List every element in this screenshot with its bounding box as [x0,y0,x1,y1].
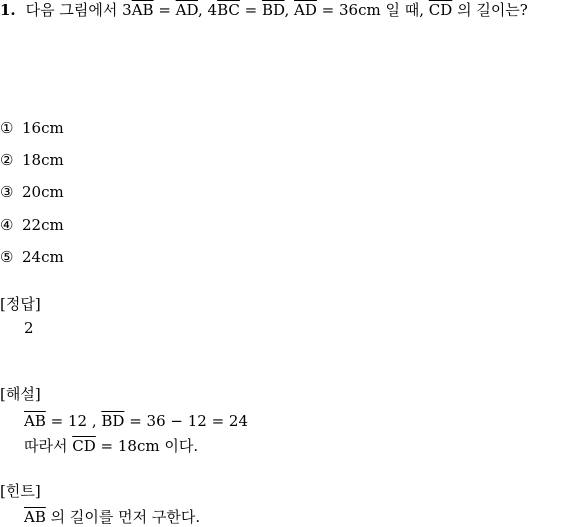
choice-2[interactable] [0,150,64,170]
segment-bd: $\overline{BD}$ [261,1,285,19]
explanation-text: = 36 − 12 = 24 [124,412,248,430]
choice-marker: ① [0,119,14,137]
segment-ad: $\overline{AD}$ [294,1,317,19]
explanation-line-2 [24,436,198,456]
segment-ab: $\overline{AB}$ [24,508,46,526]
choice-5[interactable] [0,247,64,267]
separator: , 4 [198,1,218,19]
choice-marker: ④ [0,216,14,234]
explanation-text: = 18cm 이다. [95,437,199,455]
question-text-pre: 다음 그림에서 3 [25,1,132,19]
choice-text: 22cm [22,216,64,234]
choice-1[interactable] [0,118,64,138]
choice-marker: ⑤ [0,248,14,266]
explanation-label: [해설] [0,385,41,403]
hint-line [24,507,200,527]
equals-sign: = [153,1,176,19]
explanation-text: = 12 , [45,412,102,430]
choice-text: 16cm [22,119,64,137]
choice-text: 24cm [22,248,64,266]
segment-ab: $\overline{AB}$ [131,1,154,19]
given-length: = 36cm 일 때, [316,1,429,19]
choice-3[interactable] [0,182,64,202]
segment-bd: $\overline{BD}$ [101,412,125,430]
answer-value: 2 [24,319,34,337]
hint-label: [힌트] [0,482,41,500]
question-line [0,0,528,20]
hint-text: 의 길이를 먼저 구한다. [45,508,201,526]
separator: , [284,1,295,19]
answer-label: [정답] [0,295,41,313]
choice-text: 18cm [22,151,64,169]
explanation-text: 따라서 [24,437,73,455]
choice-text: 20cm [22,183,64,201]
explanation-line-1 [24,411,248,431]
segment-ab: $\overline{AB}$ [24,412,46,430]
choice-marker: ③ [0,183,14,201]
segment-ad: $\overline{AD}$ [175,1,198,19]
choice-marker: ② [0,151,14,169]
segment-cd: $\overline{CD}$ [428,1,453,19]
question-number: 1. [0,1,16,19]
equals-sign: = [239,1,262,19]
choice-4[interactable] [0,215,64,235]
question-text-post: 의 길이는? [452,1,528,19]
segment-cd: $\overline{CD}$ [72,437,96,455]
segment-bc: $\overline{BC}$ [217,1,240,19]
